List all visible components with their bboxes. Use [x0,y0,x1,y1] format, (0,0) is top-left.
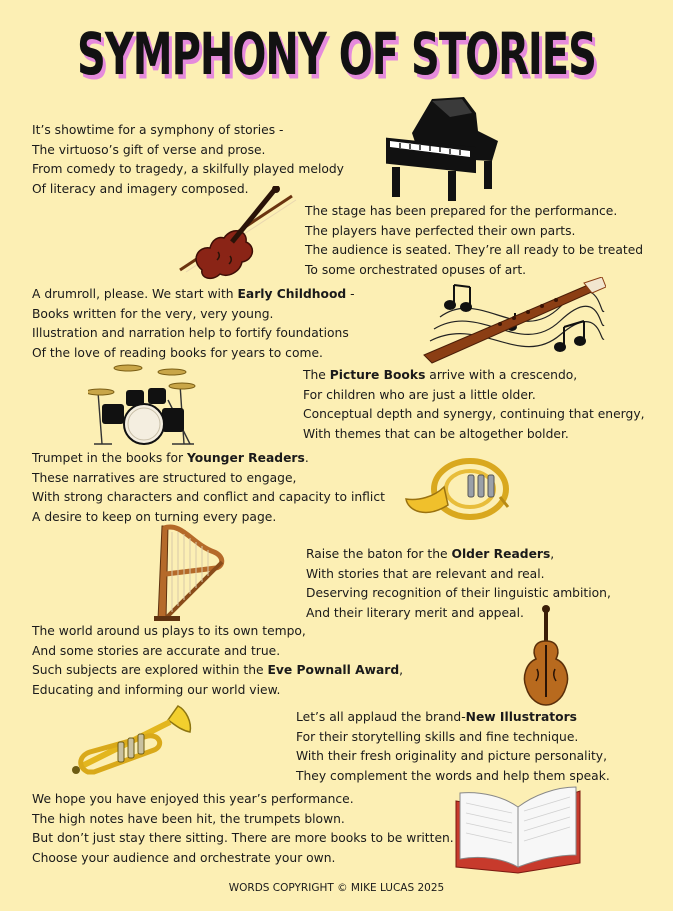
stanza-line: With their fresh originality and picture personality, [296,749,607,763]
grand-piano-icon [380,95,505,203]
stanza-line: Deserving recognition of their linguistic ambition, [306,586,611,600]
stanza-younger-readers [32,449,385,527]
stanza-line: Of literacy and imagery composed. [32,181,249,196]
stanza-line: Trumpet in the books for Younger Readers. [32,451,309,465]
stanza-early-childhood [32,285,355,363]
stanza-line: Educating and informing our world view. [32,682,281,697]
stanza-line: Choose your audience and orchestrate your own. [32,850,336,865]
stanza-line: Illustration and narration help to fortify foundations [32,326,349,340]
stanza-finale [32,790,454,868]
stanza-line: The audience is seated. They’re all ready to be treated [305,243,644,257]
stanza-line: The virtuoso’s gift of verse and prose. [32,142,266,157]
french-horn-icon [404,457,510,523]
drum-kit-icon [88,362,198,446]
stanza-line: Such subjects are explored within the Eve Pownall Award, [32,663,404,677]
open-book-icon [452,783,584,875]
harp-icon [152,522,228,622]
stanza-line: And their literary merit and appeal. [306,605,524,620]
stanza-line: The world around us plays to its own tempo, [32,624,306,638]
stanza-line: Raise the baton for the Older Readers, [306,547,555,561]
stanza-line: These narratives are structured to engage, [32,470,297,485]
stanza-line: The players have perfected their own parts. [305,223,576,238]
trumpet-icon [68,702,196,786]
stanza-line: With themes that can be altogether bolder. [303,426,569,441]
double-bass-icon [520,605,572,709]
stanza-line: The high notes have been hit, the trumpets blown. [32,811,345,826]
stanza-line: It’s showtime for a symphony of stories - [32,123,284,137]
stanza-new-illustrators [296,708,610,786]
stanza-line: Conceptual depth and synergy, continuing that energy, [303,407,645,421]
stanza-eve-pownall [32,622,403,700]
stanza-line: With strong characters and conflict and capacity to inflict [32,490,385,504]
stanza-line: For their storytelling skills and fine technique. [296,729,579,744]
stanza-line: To some orchestrated opuses of art. [305,262,527,277]
stanza-line: But don’t just stay there sitting. There are more books to be written. [32,831,454,845]
stanza-line: The stage has been prepared for the performance. [305,204,618,218]
stanza-line: And some stories are accurate and true. [32,643,281,658]
stanza-line: A desire to keep on turning every page. [32,509,277,524]
stanza-line: The Picture Books arrive with a crescendo, [303,368,578,382]
stanza-line: Of the love of reading books for years to come. [32,345,323,360]
stanza-line: Let’s all applaud the brand-New Illustrators [296,710,577,724]
stanza-line: With stories that are relevant and real. [306,566,545,581]
stanza-line: From comedy to tragedy, a skilfully played melody [32,162,344,176]
recorder-with-music-notes-icon [420,277,606,365]
stanza-line: Books written for the very, very young. [32,306,274,321]
stanza-line: We hope you have enjoyed this year’s performance. [32,792,354,806]
violin-icon [172,186,300,284]
stanza-line: They complement the words and help them speak. [296,768,610,783]
stanza-line: For children who are just a little older. [303,387,536,402]
stanza-picture-books [303,366,645,444]
page-title: SYMPHONY OF STORIES [77,22,596,89]
stanza-line: A drumroll, please. We start with Early Childhood - [32,287,355,301]
copyright-footer: WORDS COPYRIGHT © MIKE LUCAS 2025 [228,882,445,894]
stanza-stage [305,202,643,280]
